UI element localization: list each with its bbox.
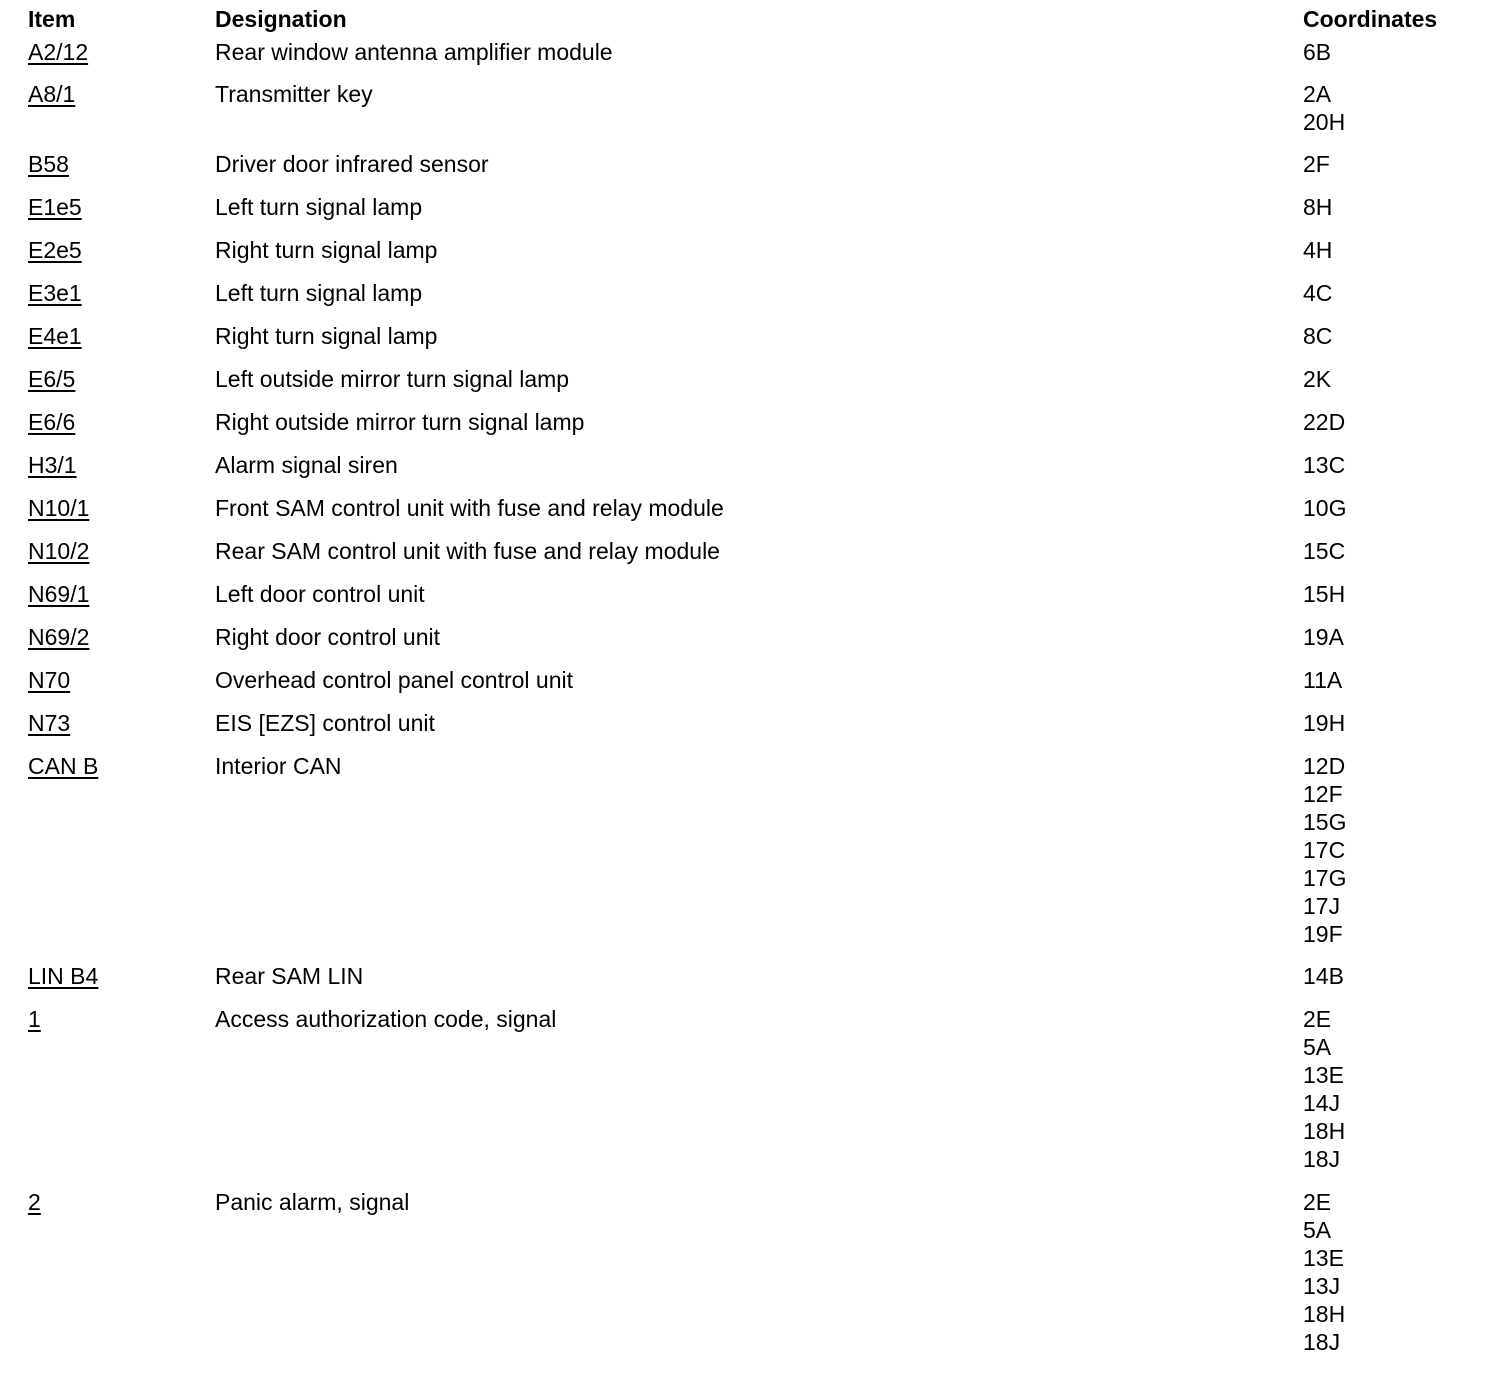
item-link[interactable]: N70: [28, 667, 71, 693]
coordinate-value: 2E: [1303, 1006, 1332, 1032]
designation-text: Left turn signal lamp: [215, 194, 423, 220]
table-row: [28, 193, 1488, 221]
coordinates-list: [1303, 150, 1483, 178]
table-row: [28, 150, 1488, 178]
coordinate-value: 17G: [1303, 865, 1347, 891]
table-row: [28, 1005, 1488, 1173]
table-row: [28, 236, 1488, 264]
coordinate-value: 4C: [1303, 280, 1333, 306]
item-link[interactable]: E6/5: [28, 366, 76, 392]
coordinate-value: 12F: [1303, 781, 1343, 807]
coordinates-list: [1303, 1005, 1483, 1173]
designation-text: EIS [EZS] control unit: [215, 710, 435, 736]
coordinate-value: 8C: [1303, 323, 1333, 349]
coordinate-value: 2K: [1303, 366, 1332, 392]
coordinates-list: [1303, 537, 1483, 565]
coordinate-value: 6B: [1303, 39, 1332, 65]
coordinate-value: 5A: [1303, 1034, 1332, 1060]
table-row: [28, 709, 1488, 737]
coordinate-value: 15C: [1303, 538, 1346, 564]
designation-text: Transmitter key: [215, 81, 373, 107]
designation-text: Rear SAM LIN: [215, 963, 364, 989]
coordinates-list: [1303, 962, 1483, 990]
coordinate-value: 20H: [1303, 109, 1346, 135]
item-link[interactable]: E6/6: [28, 409, 76, 435]
item-link[interactable]: LIN B4: [28, 963, 99, 989]
coordinate-value: 17C: [1303, 837, 1346, 863]
coordinate-value: 13C: [1303, 452, 1346, 478]
table-row: [28, 666, 1488, 694]
header-coordinates: Coordinates: [1303, 6, 1438, 32]
designation-text: Panic alarm, signal: [215, 1189, 410, 1215]
designation-text: Interior CAN: [215, 753, 342, 779]
coordinates-list: [1303, 279, 1483, 307]
coordinate-value: 17J: [1303, 893, 1341, 919]
item-link[interactable]: N73: [28, 710, 71, 736]
coordinates-list: [1303, 451, 1483, 479]
coordinates-list: [1303, 38, 1483, 66]
coordinate-value: 13E: [1303, 1245, 1344, 1271]
coordinate-value: 15G: [1303, 809, 1347, 835]
item-link[interactable]: H3/1: [28, 452, 77, 478]
coordinates-list: [1303, 623, 1483, 651]
coordinate-value: 22D: [1303, 409, 1346, 435]
coordinate-value: 18J: [1303, 1329, 1341, 1355]
table-row: [28, 80, 1488, 136]
designation-text: Right turn signal lamp: [215, 323, 438, 349]
item-link[interactable]: E2e5: [28, 237, 82, 263]
coordinates-list: [1303, 752, 1483, 948]
item-link[interactable]: N10/1: [28, 495, 90, 521]
coordinate-value: 10G: [1303, 495, 1347, 521]
coordinates-list: [1303, 365, 1483, 393]
coordinate-value: 4H: [1303, 237, 1333, 263]
designation-text: Left turn signal lamp: [215, 280, 423, 306]
coordinate-value: 18H: [1303, 1118, 1346, 1144]
item-link[interactable]: E3e1: [28, 280, 82, 306]
coordinates-list: [1303, 236, 1483, 264]
coordinates-list: [1303, 666, 1483, 694]
coordinate-value: 18H: [1303, 1301, 1346, 1327]
designation-text: Overhead control panel control unit: [215, 667, 573, 693]
coordinate-value: 19H: [1303, 710, 1346, 736]
item-link[interactable]: 2: [28, 1189, 41, 1215]
coordinates-list: [1303, 193, 1483, 221]
item-link[interactable]: 1: [28, 1006, 41, 1032]
coordinates-list: [1303, 494, 1483, 522]
header-designation: Designation: [215, 6, 347, 32]
coordinate-value: 18J: [1303, 1146, 1341, 1172]
designation-text: Access authorization code, signal: [215, 1006, 557, 1032]
table-row: [28, 322, 1488, 350]
coordinates-list: [1303, 1188, 1483, 1356]
table-body: [28, 38, 1488, 1356]
item-link[interactable]: CAN B: [28, 753, 99, 779]
designation-text: Driver door infrared sensor: [215, 151, 489, 177]
coordinate-value: 2F: [1303, 151, 1330, 177]
designation-text: Left outside mirror turn signal lamp: [215, 366, 570, 392]
coordinates-list: [1303, 80, 1483, 136]
coordinate-value: 13J: [1303, 1273, 1341, 1299]
table-row: [28, 537, 1488, 565]
designation-text: Front SAM control unit with fuse and relay module: [215, 495, 724, 521]
designation-text: Rear window antenna amplifier module: [215, 39, 613, 65]
coordinate-value: 11A: [1303, 667, 1343, 693]
table-header: [28, 0, 1488, 38]
table-row: [28, 279, 1488, 307]
designation-text: Left door control unit: [215, 581, 425, 607]
item-link[interactable]: A2/12: [28, 39, 89, 65]
coordinate-value: 14B: [1303, 963, 1344, 989]
table-row: [28, 623, 1488, 651]
table-row: [28, 408, 1488, 436]
table-row: [28, 1188, 1488, 1356]
table-row: [28, 494, 1488, 522]
designation-text: Right outside mirror turn signal lamp: [215, 409, 585, 435]
item-link[interactable]: B58: [28, 151, 69, 177]
coordinate-value: 15H: [1303, 581, 1346, 607]
coordinate-value: 8H: [1303, 194, 1333, 220]
coordinates-list: [1303, 322, 1483, 350]
table-row: [28, 962, 1488, 990]
table-row: [28, 580, 1488, 608]
item-link[interactable]: E4e1: [28, 323, 82, 349]
coordinate-value: 2E: [1303, 1189, 1332, 1215]
coordinate-value: 13E: [1303, 1062, 1344, 1088]
coordinates-list: [1303, 408, 1483, 436]
designation-text: Alarm signal siren: [215, 452, 398, 478]
designation-text: Right door control unit: [215, 624, 441, 650]
item-link[interactable]: N69/2: [28, 624, 90, 650]
coordinates-list: [1303, 709, 1483, 737]
item-link[interactable]: E1e5: [28, 194, 82, 220]
coordinate-value: 5A: [1303, 1217, 1332, 1243]
legend-table: [28, 0, 1488, 1371]
table-row: [28, 451, 1488, 479]
coordinate-value: 12D: [1303, 753, 1346, 779]
item-link[interactable]: A8/1: [28, 81, 76, 107]
coordinates-list: [1303, 580, 1483, 608]
coordinate-value: 14J: [1303, 1090, 1341, 1116]
table-row: [28, 752, 1488, 948]
item-link[interactable]: N69/1: [28, 581, 90, 607]
coordinate-value: 19A: [1303, 624, 1344, 650]
table-row: [28, 38, 1488, 66]
header-item: Item: [28, 6, 76, 32]
designation-text: Right turn signal lamp: [215, 237, 438, 263]
table-row: [28, 365, 1488, 393]
coordinate-value: 19F: [1303, 921, 1343, 947]
coordinate-value: 2A: [1303, 81, 1332, 107]
item-link[interactable]: N10/2: [28, 538, 90, 564]
designation-text: Rear SAM control unit with fuse and relay module: [215, 538, 720, 564]
